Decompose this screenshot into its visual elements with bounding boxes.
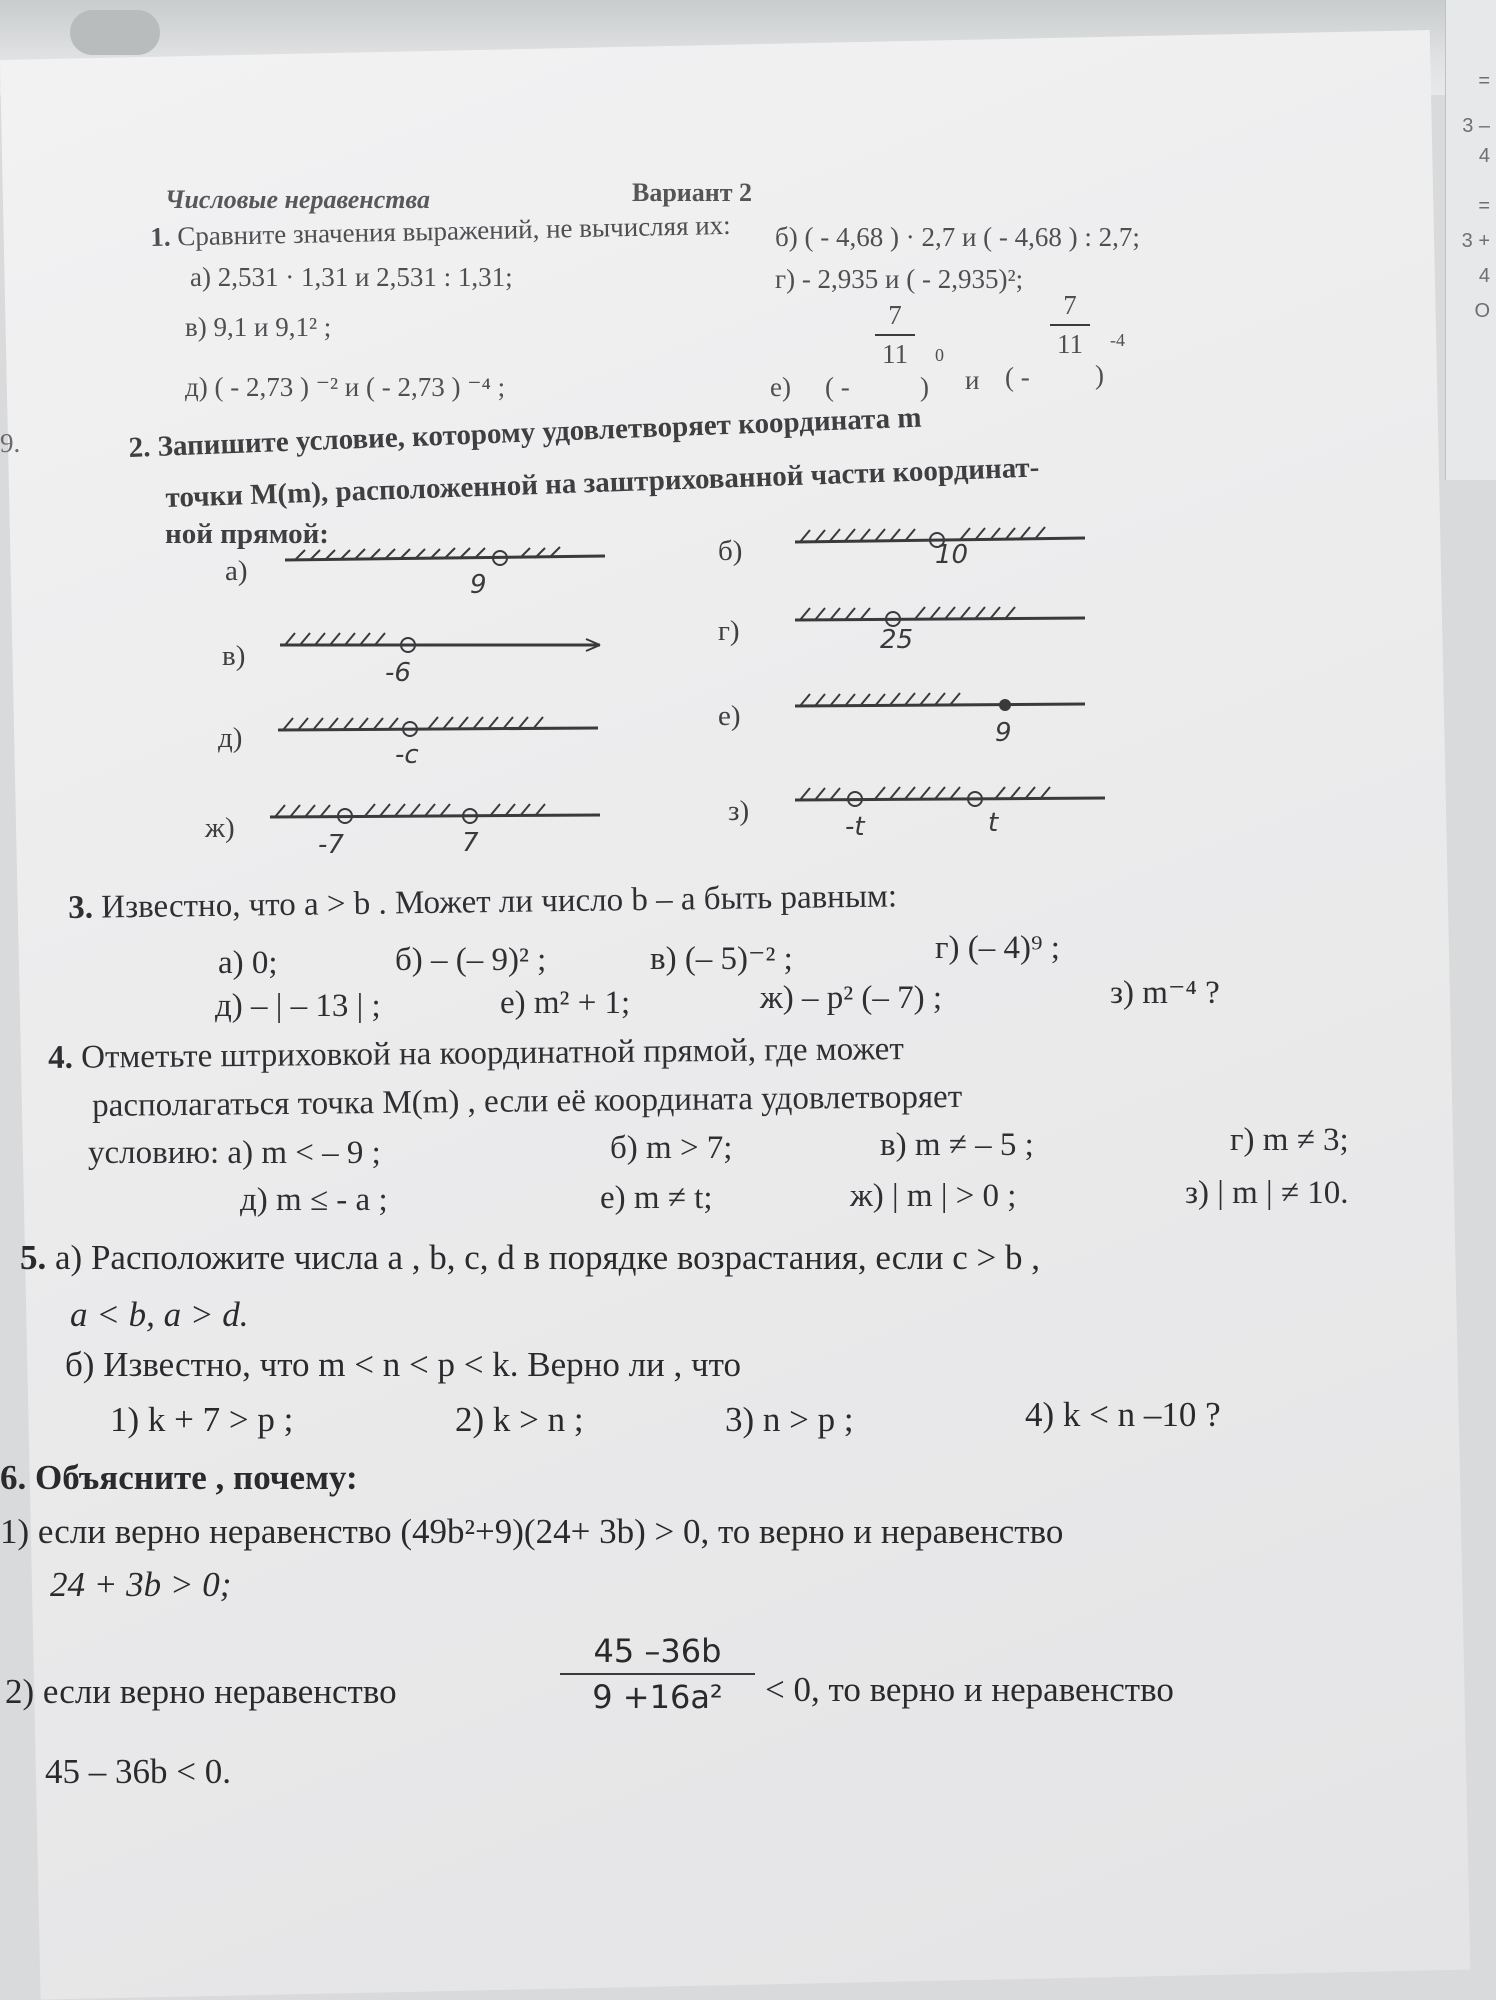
mark-g: 25 — [880, 625, 914, 655]
side-text: 4 — [1478, 145, 1490, 167]
number-line-z — [795, 778, 1115, 823]
mark-v: -6 — [385, 658, 411, 688]
task4-text1: Отметьте штриховкой на координатной прямой, где может — [80, 1031, 904, 1076]
task4-number: 4. — [48, 1039, 74, 1076]
mark-z-2: t — [988, 808, 999, 838]
side-text: = — [1478, 195, 1490, 217]
task2-text1: Запишите условие, которому удовлетворяет координата m — [156, 401, 923, 463]
task1-e-label: е) — [770, 372, 791, 402]
task3-b: б) – (– 9)² ; — [395, 942, 547, 978]
task2-line3: ной прямой: — [165, 518, 329, 550]
task4-cond-g: г) m ≠ 3; — [1230, 1122, 1349, 1158]
task1-v: в) 9,1 и 9,1² ; — [185, 312, 332, 342]
task4-cond-d: д) m ≤ - a ; — [240, 1182, 388, 1218]
mark-d: -c — [395, 740, 419, 770]
task6-item2-post: < 0, то верно и неравенство — [765, 1670, 1174, 1709]
task3-g: г) (– 4)⁹ ; — [935, 930, 1060, 966]
task5-line1 — [20, 1238, 1040, 1278]
mark-zh-2: 7 — [462, 828, 479, 858]
task1-e — [770, 372, 791, 403]
task3-text: Известно, что a > b . Может ли число b – a быть равным: — [100, 878, 898, 926]
task5-b-3: 3) n > p ; — [725, 1400, 854, 1439]
adjacent-page-edge — [1445, 0, 1496, 480]
mark-zh-1: -7 — [318, 830, 344, 860]
side-text: 3 + — [1461, 230, 1490, 252]
number-line-d — [278, 708, 608, 753]
number-line-a — [285, 540, 615, 585]
task2-label-d: д) — [218, 722, 243, 754]
task4-cond-v: в) m ≠ – 5 ; — [880, 1127, 1034, 1163]
task6-heading — [0, 1458, 358, 1498]
task2-number: 2. — [128, 431, 151, 464]
mark-e: 9 — [995, 718, 1012, 748]
fraction-denominator: 11 — [882, 339, 908, 369]
task3-v: в) (– 5)⁻² ; — [650, 941, 793, 977]
task1-g: г) - 2,935 и ( - 2,935)²; — [775, 264, 1024, 294]
variant-title: Вариант 2 — [632, 178, 753, 207]
task1-d: д) ( - 2,73 ) ⁻² и ( - 2,73 ) ⁻⁴ ; — [185, 372, 506, 402]
task1-e-exp2: -4 — [1110, 330, 1125, 350]
task5-a-text: а) Расположите числа a , b, c, d в порядке возрастания, если c > b , — [55, 1238, 1041, 1277]
fraction-numerator: 7 — [888, 300, 902, 330]
number-line-e — [795, 684, 1095, 729]
side-text: = — [1478, 70, 1490, 92]
fraction-denominator: 9 +16a² — [592, 1678, 723, 1716]
fraction-denominator: 11 — [1057, 329, 1083, 359]
binder-slot — [70, 10, 160, 55]
fraction-bar — [560, 1673, 755, 1675]
task4-line2: располагаться точка M(m) , если её координата удовлетворяет — [92, 1078, 963, 1124]
task2-label-e: е) — [718, 700, 741, 732]
task4-cond-zh: ж) | m | > 0 ; — [850, 1178, 1017, 1214]
task6-number: 6. — [0, 1458, 27, 1497]
task5-b-line1: б) Известно, что m < n < p < k. Верно ли , что — [65, 1345, 741, 1384]
task1-number: 1. — [150, 221, 171, 252]
task1-e-and: и — [965, 365, 980, 395]
mark-b: 10 — [935, 540, 969, 570]
fraction-bar — [875, 334, 915, 336]
fraction-numerator: 45 –36b — [593, 1632, 722, 1670]
task1-e-close2: ) — [1095, 360, 1104, 390]
margin-mark: 9. — [0, 428, 21, 458]
task5-b-2: 2) k > n ; — [455, 1400, 584, 1439]
task3-a: а) 0; — [218, 945, 278, 981]
mark-z-1: -t — [845, 812, 865, 842]
task4-cond-e: е) m ≠ t; — [600, 1180, 713, 1216]
task2-label-g: г) — [718, 615, 740, 647]
task2-label-v: в) — [222, 640, 246, 672]
task5-number: 5. — [20, 1238, 47, 1277]
task6-item1-line1: 1) если верно неравенство (49b²+9)(24+ 3b) > 0, то верно и неравенство — [0, 1512, 1064, 1551]
number-line-v — [280, 625, 610, 670]
task2-label-a: а) — [225, 555, 248, 587]
task2-label-z: з) — [728, 795, 750, 827]
task1-e-open2: ( - — [1005, 362, 1030, 392]
task1-e-exp1: 0 — [935, 345, 944, 365]
fraction-numerator: 7 — [1063, 290, 1077, 320]
task1-a: а) 2,531 · 1,31 и 2,531 : 1,31; — [190, 262, 513, 292]
side-text: 4 — [1478, 265, 1490, 287]
task4-cond-b: б) m > 7; — [610, 1130, 733, 1166]
task6-fraction — [560, 1632, 755, 1716]
fraction-bar — [1050, 324, 1090, 326]
task2-label-zh: ж) — [205, 812, 235, 844]
task1-e-close1: ) — [920, 372, 929, 402]
task5-a-line2: a < b, a > d. — [70, 1295, 249, 1334]
task1-e-fraction1 — [875, 300, 915, 370]
task1-e-open1: ( - — [825, 372, 850, 402]
side-text: 3 – — [1462, 115, 1490, 137]
task6-item2-pre: 2) если верно неравенство — [5, 1672, 397, 1711]
task2-label-b: б) — [718, 535, 743, 567]
task3-d: д) – | – 13 | ; — [215, 988, 381, 1024]
mark-a: 9 — [470, 570, 487, 600]
task4-cond-a: условию: а) m < – 9 ; — [88, 1135, 381, 1171]
task3-e: е) m² + 1; — [500, 985, 631, 1021]
task6-title: Объясните , почему: — [35, 1458, 358, 1497]
task1-b: б) ( - 4,68 ) · 2,7 и ( - 4,68 ) : 2,7; — [775, 222, 1140, 252]
task4-cond-z: з) | m | ≠ 10. — [1185, 1175, 1349, 1211]
task2-line2: точки M(m), расположенной на заштрихованной части координат- — [165, 451, 1040, 514]
task6-item2-line2: 45 – 36b < 0. — [45, 1752, 231, 1791]
task3-z: з) m⁻⁴ ? — [1110, 975, 1220, 1011]
task1-e-fraction2 — [1050, 290, 1090, 360]
task5-b-4: 4) k < n –10 ? — [1025, 1395, 1221, 1434]
number-line-g — [795, 598, 1095, 643]
task5-b-1: 1) k + 7 > p ; — [110, 1400, 294, 1439]
task6-item1-line2: 24 + 3b > 0; — [50, 1565, 232, 1604]
task3-zh: ж) – p² (– 7) ; — [760, 980, 943, 1016]
side-text: О — [1474, 300, 1490, 322]
task3-number: 3. — [68, 889, 94, 926]
topic-title: Числовые неравенства — [165, 185, 430, 214]
task1-text: Сравните значения выражений, не вычисляя их: — [176, 209, 731, 252]
